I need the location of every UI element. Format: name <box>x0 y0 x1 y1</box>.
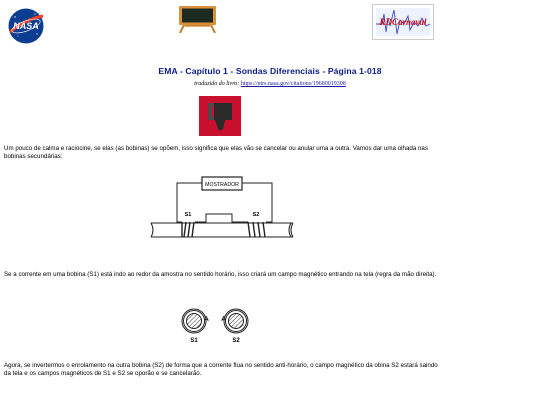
paragraph-2: Se a corrente em uma bobina (S1) está indo ao redor da amostra no sentido horário, isso criará um campo magnético entrando na tela (regra da mão direita). <box>4 271 437 278</box>
translated-label: traduzido do livro: <box>194 81 240 87</box>
nasa-logo <box>7 7 45 45</box>
paragraph-1: Um pouco de calma e raciocine, se elas (as bobinas) se opõem, isso significa que elas vão se cancelar ou anular uma a outra. Vamos dar uma olhada nas bobinas secundárias: <box>4 145 428 160</box>
svg-text:RDCarnaval: RDCarnaval <box>379 17 427 27</box>
thumbs-down-icon <box>199 96 241 136</box>
svg-text:NASA: NASA <box>13 21 39 31</box>
secondary-coils-diagram <box>145 166 305 256</box>
coil-cross-section-diagram <box>175 298 255 348</box>
rdcarnaval-logo <box>372 4 434 40</box>
paragraph-3: Agora, se invertermos o enrolamento na outra bobina (S2) de forma que a corrente flua no sentido anti-horário, o campo magnético da obina S2 estará saindo da tela e os campos magnéticos de S1 e S2 se oporão e se cancelarão. <box>4 362 438 377</box>
source-line <box>0 81 540 87</box>
display-label: MOSTRADOR <box>205 182 239 188</box>
page-title: EMA - Capítulo 1 - Sondas Diferenciais - Página 1-018 <box>158 66 382 76</box>
coil-s1-label: S1 <box>184 212 192 218</box>
coil-s2-label: S2 <box>252 212 260 218</box>
blackboard-icon <box>175 3 220 33</box>
coil-s2-label: S2 <box>232 338 240 344</box>
coil-s1-label: S1 <box>190 338 198 344</box>
source-link[interactable]: https://ntrs.nasa.gov/citations/19680019308 <box>240 81 346 87</box>
